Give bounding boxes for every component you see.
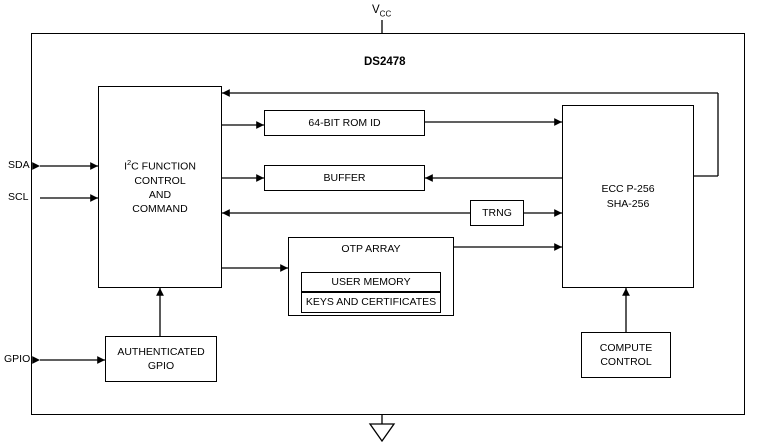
user-memory-label: USER MEMORY [331, 275, 411, 288]
authenticated-gpio-line-2: GPIO [147, 360, 175, 372]
i2c-line-3: AND [148, 188, 172, 201]
otp-array-label: OTP ARRAY [341, 243, 401, 255]
vcc-label: $V_{CC}$ [372, 4, 392, 19]
i2c-line-4: COMMAND [132, 202, 188, 215]
block-compute-control [581, 332, 671, 378]
pin-label-gpio: GPIO [4, 353, 31, 365]
block-keys-and-certificates [301, 292, 441, 313]
keys-and-certificates-label: KEYS AND CERTIFICATES [305, 296, 437, 309]
block-ecc-sha [562, 105, 694, 288]
block-i2c-function-control-and-command [98, 86, 222, 288]
i2c-line-1: $I^2C$ FUNCTION [124, 157, 196, 173]
buffer-label: BUFFER [323, 171, 366, 184]
page-title: DS2478 [364, 56, 406, 68]
trng-label: TRNG [482, 206, 512, 219]
authenticated-gpio-line-1: AUTHENTICATED [117, 345, 205, 358]
compute-control-line-1: COMPUTE [599, 341, 653, 354]
i2c-line-2: CONTROL [134, 174, 186, 187]
ecc-label: ECC P-256 [601, 183, 655, 196]
pin-label-scl: SCL [8, 191, 29, 203]
sha-label: SHA-256 [606, 197, 650, 210]
block-authenticated-gpio [105, 336, 217, 382]
pin-label-sda: SDA [8, 159, 30, 171]
block-rom-id [264, 110, 425, 136]
compute-control-line-2: CONTROL [600, 356, 652, 368]
block-user-memory [301, 272, 441, 292]
block-buffer [264, 165, 425, 191]
rom-id-label: 64-BIT ROM ID [308, 116, 381, 129]
block-trng [470, 200, 524, 226]
